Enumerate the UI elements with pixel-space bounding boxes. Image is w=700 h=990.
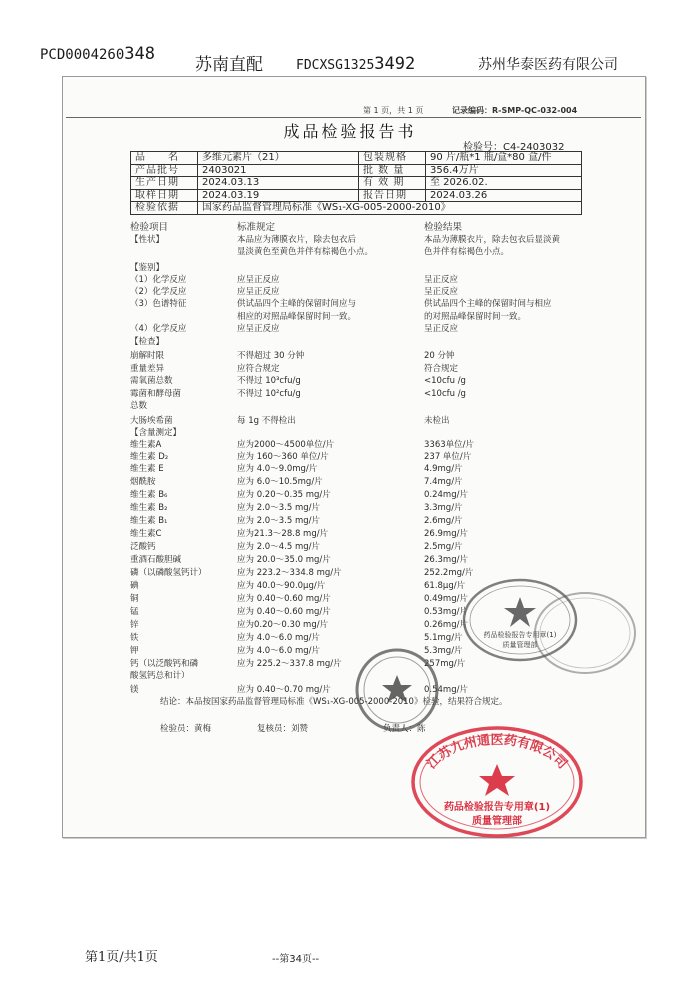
info-value: 至 2026.02. bbox=[426, 177, 582, 190]
result-standard: 应为 0.40～0.60 mg/片 bbox=[237, 607, 331, 617]
result-value: 呈正反应 bbox=[424, 287, 459, 297]
result-item: （1）化学反应 bbox=[130, 275, 187, 285]
result-item: （4）化学反应 bbox=[130, 324, 187, 334]
result-value: 252.2mg/片 bbox=[424, 568, 474, 578]
reviewer-signature: 复核员：刘赞 bbox=[257, 724, 309, 734]
result-standard: 本品应为薄膜衣片，除去包衣后 bbox=[237, 235, 357, 245]
result-standard: 应为 40.0～90.0μg/片 bbox=[237, 581, 326, 591]
result-value: 的对照品峰保留时间一致。 bbox=[424, 312, 527, 322]
result-item: 维生素C bbox=[130, 529, 162, 539]
result-standard: 应呈正反应 bbox=[237, 275, 280, 285]
result-value: 0.54mg/片 bbox=[424, 685, 468, 695]
result-value: 237 单位/片 bbox=[424, 452, 472, 462]
result-value: 5.1mg/片 bbox=[424, 633, 463, 643]
column-header-item: 检验项目 bbox=[130, 222, 169, 233]
result-value: <10cfu /g bbox=[424, 389, 466, 399]
result-row bbox=[130, 262, 590, 274]
result-standard: 应为2000～4500单位/片 bbox=[237, 440, 335, 450]
result-row bbox=[130, 336, 590, 348]
result-row bbox=[130, 489, 590, 501]
result-standard: 不得超过 30 分钟 bbox=[237, 351, 305, 361]
result-value: 本品为薄膜衣片，除去包衣后显淡黄 bbox=[424, 235, 561, 245]
result-item: 【含量测定】 bbox=[130, 428, 182, 438]
info-row bbox=[131, 152, 582, 165]
column-headers bbox=[130, 222, 590, 234]
result-item: 需氧菌总数 bbox=[130, 376, 173, 386]
info-row bbox=[131, 164, 582, 177]
result-item: 铜 bbox=[130, 594, 139, 604]
result-row bbox=[130, 400, 590, 412]
info-label: 批 数 量 bbox=[359, 164, 426, 177]
result-item: （3）色谱特征 bbox=[130, 299, 187, 309]
info-label: 品 名 bbox=[131, 152, 198, 165]
result-row bbox=[130, 363, 590, 375]
info-label: 包装规格 bbox=[359, 152, 426, 165]
result-row bbox=[130, 298, 590, 310]
result-standard: 不得过 10²cfu/g bbox=[237, 389, 301, 399]
result-standard: 应为 20.0～35.0 mg/片 bbox=[237, 555, 331, 565]
company-name: 苏州华泰医药有限公司 bbox=[478, 57, 618, 73]
result-standard: 应为 6.0～10.5mg/片 bbox=[237, 477, 323, 487]
info-label: 生产日期 bbox=[131, 177, 198, 190]
result-row bbox=[130, 554, 590, 566]
result-value: 0.49mg/片 bbox=[424, 594, 468, 604]
result-item: 钾 bbox=[130, 646, 139, 656]
result-value: 26.3mg/片 bbox=[424, 555, 468, 565]
info-value: 90 片/瓶*1 瓶/盒*80 盒/件 bbox=[426, 152, 582, 165]
result-value: 3363单位/片 bbox=[424, 440, 474, 450]
result-standard: 相应的对照品峰保留时间一致。 bbox=[237, 312, 357, 322]
result-row bbox=[130, 375, 590, 387]
result-item: 【检查】 bbox=[130, 337, 165, 347]
result-value: 0.26mg/片 bbox=[424, 620, 468, 630]
footer-page-count: 第1页/共1页 bbox=[85, 950, 158, 965]
info-value: 2024.03.13 bbox=[198, 177, 359, 190]
result-item: 铁 bbox=[130, 633, 139, 643]
result-standard: 应呈正反应 bbox=[237, 287, 280, 297]
result-value: 3.3mg/片 bbox=[424, 503, 463, 513]
result-item: 镁 bbox=[130, 685, 139, 695]
result-item: 维生素 B₁ bbox=[130, 516, 168, 526]
result-value: 供试品四个主峰的保留时间与相应 bbox=[424, 299, 552, 309]
result-value: 61.8μg/片 bbox=[424, 581, 466, 591]
info-value: 356.4万片 bbox=[426, 164, 582, 177]
result-row bbox=[130, 234, 590, 246]
result-standard: 应为 4.0～9.0mg/片 bbox=[237, 464, 318, 474]
result-row bbox=[130, 502, 590, 514]
info-label: 取样日期 bbox=[131, 189, 198, 202]
result-standard: 应为 0.40～0.60 mg/片 bbox=[237, 594, 331, 604]
result-value: 0.53mg/片 bbox=[424, 607, 468, 617]
stamp-line: 质量管理部 bbox=[472, 816, 522, 827]
result-item: 维生素 D₂ bbox=[130, 452, 169, 462]
result-standard: 应为 4.0～6.0 mg/片 bbox=[237, 633, 320, 643]
result-row bbox=[130, 476, 590, 488]
result-row bbox=[130, 350, 590, 362]
result-row bbox=[130, 323, 590, 335]
record-number: 记录编码：R-SMP-QC-032-004 bbox=[452, 106, 578, 115]
result-value: 7.4mg/片 bbox=[424, 477, 463, 487]
responsible-signature: 负责人：陈 bbox=[383, 724, 426, 734]
result-row bbox=[130, 246, 590, 258]
info-value: 2403021 bbox=[198, 164, 359, 177]
info-row bbox=[131, 189, 582, 202]
result-value: 符合规定 bbox=[424, 364, 459, 374]
result-value: <10cfu /g bbox=[424, 376, 466, 386]
red-inspection-stamp bbox=[405, 720, 590, 845]
result-row bbox=[130, 286, 590, 298]
result-item: 磷（以磷酸氢钙计） bbox=[130, 568, 207, 578]
result-standard: 应为 2.0～3.5 mg/片 bbox=[237, 516, 320, 526]
result-row bbox=[130, 311, 590, 323]
result-row bbox=[130, 515, 590, 527]
result-standard: 显淡黄色至黄色并伴有棕褐色小点。 bbox=[237, 247, 374, 257]
result-item: 大肠埃希菌 bbox=[130, 416, 173, 426]
result-standard: 应为 4.0～6.0 mg/片 bbox=[237, 646, 320, 656]
result-item: 【鉴别】 bbox=[130, 263, 165, 273]
result-item: 崩解时限 bbox=[130, 351, 165, 361]
result-standard: 应为0.20～0.30 mg/片 bbox=[237, 620, 329, 630]
result-value: 257mg/片 bbox=[424, 659, 466, 669]
result-row bbox=[130, 528, 590, 540]
result-standard: 应为 0.40～0.70 mg/片 bbox=[237, 685, 331, 695]
result-item: 维生素A bbox=[130, 440, 162, 450]
result-item: （2）化学反应 bbox=[130, 287, 187, 297]
result-row bbox=[130, 451, 590, 463]
header-divider bbox=[66, 117, 641, 118]
result-standard: 应为 160～360 单位/片 bbox=[237, 452, 329, 462]
stamp-line: 药品检验报告专用章(1) bbox=[483, 631, 557, 639]
info-value: 多维元素片（21） bbox=[198, 152, 359, 165]
product-info-table bbox=[130, 151, 582, 215]
result-item: 钙（以泛酸钙和磷 bbox=[130, 659, 199, 669]
document-code: PCD0004260348 bbox=[40, 44, 156, 64]
result-standard: 供试品四个主峰的保留时间应与 bbox=[237, 299, 357, 309]
result-row bbox=[130, 415, 590, 427]
result-row bbox=[130, 427, 590, 439]
result-row bbox=[130, 463, 590, 475]
sheet-page-count: 第 1 页，共 1 页 bbox=[363, 106, 424, 115]
result-item: 锰 bbox=[130, 607, 139, 617]
result-item: 维生素 B₆ bbox=[130, 490, 168, 500]
result-row bbox=[130, 388, 590, 400]
result-item: 碘 bbox=[130, 581, 139, 591]
info-value: 2024.03.26 bbox=[426, 189, 582, 202]
result-standard: 应为 223.2～334.8 mg/片 bbox=[237, 568, 342, 578]
result-standard: 应为 225.2～337.8 mg/片 bbox=[237, 659, 342, 669]
result-item: 总数 bbox=[130, 401, 148, 411]
result-value: 20 分钟 bbox=[424, 351, 455, 361]
stamp-line: 药品检验报告专用章(1) bbox=[443, 802, 551, 813]
result-value: 2.5mg/片 bbox=[424, 542, 463, 552]
result-standard: 应为 2.0～3.5 mg/片 bbox=[237, 503, 320, 513]
result-item: 霉菌和酵母菌 bbox=[130, 389, 182, 399]
basis-value: 国家药品监督管理局标准《WS₁-XG-005-2000-2010》 bbox=[198, 202, 582, 215]
result-value: 色并伴有棕褐色小点。 bbox=[424, 247, 510, 257]
result-standard: 应为21.3～28.8 mg/片 bbox=[237, 529, 329, 539]
basis-row bbox=[131, 202, 582, 215]
info-value: 2024.03.19 bbox=[198, 189, 359, 202]
conclusion: 结论：本品按国家药品监督管理局标准《WS₁-XG-005-2000-2010》检验，结果符合规定。 bbox=[160, 697, 508, 707]
result-standard: 每 1g 不得检出 bbox=[237, 416, 296, 426]
stamp-ring-text: 江苏九州通医药有限公司 bbox=[424, 733, 570, 773]
lab-stamp-grey bbox=[460, 575, 580, 665]
shipping-label: 苏南直配 bbox=[195, 55, 263, 75]
result-standard: 应为 0.20～0.35 mg/片 bbox=[237, 490, 331, 500]
result-item: 酸氢钙总和计） bbox=[130, 671, 190, 681]
info-label: 产品批号 bbox=[131, 164, 198, 177]
result-item: 维生素 B₂ bbox=[130, 503, 168, 513]
result-standard: 不得过 10³cfu/g bbox=[237, 376, 301, 386]
footer-page-number: --第34页-- bbox=[272, 954, 320, 965]
result-value: 26.9mg/片 bbox=[424, 529, 468, 539]
result-item: 维生素 E bbox=[130, 464, 164, 474]
basis-label: 检验依据 bbox=[131, 202, 198, 215]
column-header-result: 检验结果 bbox=[424, 222, 463, 233]
result-row bbox=[130, 439, 590, 451]
report-title: 成品检验报告书 bbox=[283, 122, 417, 141]
result-standard: 应呈正反应 bbox=[237, 324, 280, 334]
result-value: 未检出 bbox=[424, 416, 450, 426]
inspector-signature: 检验员：黄梅 bbox=[160, 724, 212, 734]
info-row bbox=[131, 177, 582, 190]
result-item: 【性状】 bbox=[130, 235, 165, 245]
result-item: 重量差异 bbox=[130, 364, 165, 374]
result-value: 0.24mg/片 bbox=[424, 490, 468, 500]
result-value: 呈正反应 bbox=[424, 275, 459, 285]
inspection-number: 检验号：C4-2403032 bbox=[463, 142, 565, 153]
result-value: 4.9mg/片 bbox=[424, 464, 463, 474]
result-item: 泛酸钙 bbox=[130, 542, 156, 552]
result-value: 2.6mg/片 bbox=[424, 516, 463, 526]
result-item: 锌 bbox=[130, 620, 139, 630]
result-value: 呈正反应 bbox=[424, 324, 459, 334]
column-header-standard: 标准规定 bbox=[237, 222, 276, 233]
result-standard: 应符合规定 bbox=[237, 364, 280, 374]
info-label: 有 效 期 bbox=[359, 177, 426, 190]
stamp-line: 质量管理部 bbox=[502, 641, 538, 649]
result-value: 5.3mg/片 bbox=[424, 646, 463, 656]
result-item: 重酒石酸胆碱 bbox=[130, 555, 182, 565]
result-item: 烟酰胺 bbox=[130, 477, 156, 487]
result-row bbox=[130, 274, 590, 286]
result-row bbox=[130, 541, 590, 553]
shipping-code: FDCXSG13253492 bbox=[296, 54, 416, 74]
result-standard: 应为 2.0～4.5 mg/片 bbox=[237, 542, 320, 552]
info-label: 报告日期 bbox=[359, 189, 426, 202]
